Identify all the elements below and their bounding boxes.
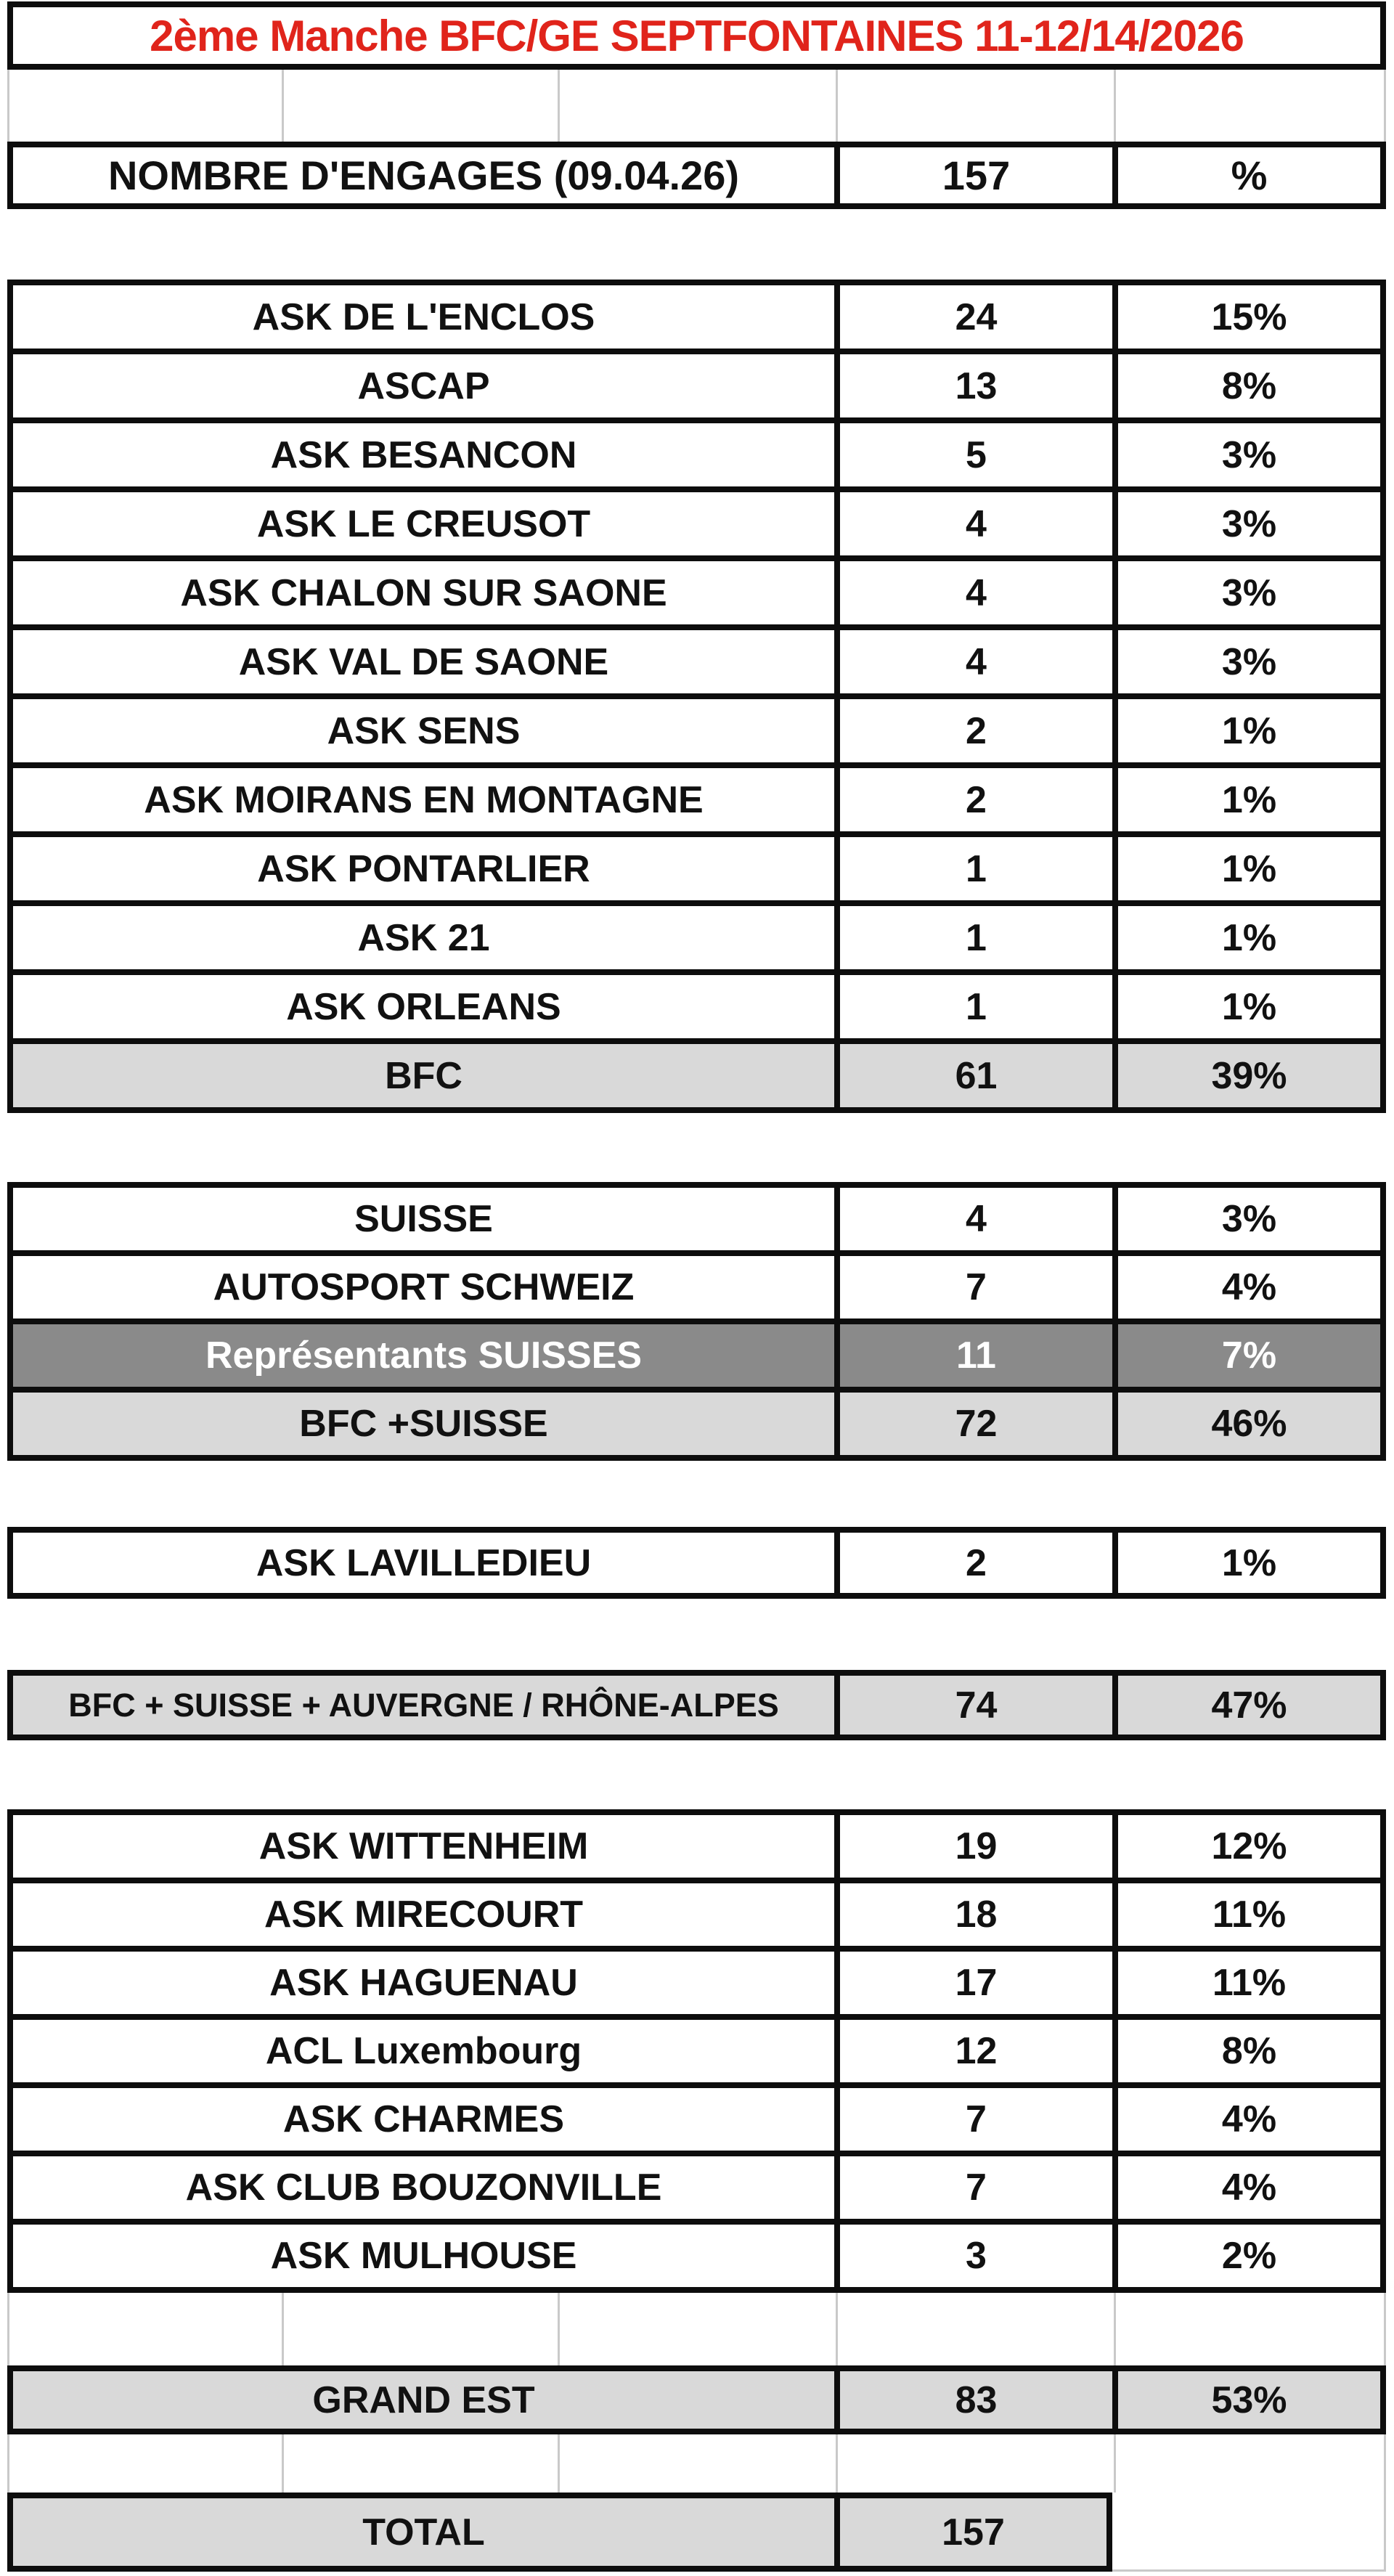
percent-cell: 7% (1112, 1324, 1380, 1387)
club-label-cell: ASK MOIRANS EN MONTAGNE (144, 778, 704, 821)
spreadsheet-gridline (1114, 2434, 1116, 2493)
spreadsheet-gridline (836, 70, 838, 142)
percent-cell: 8% (1112, 2020, 1380, 2082)
table-row (7, 555, 1386, 630)
club-label-cell: ASK CLUB BOUZONVILLE (185, 2167, 662, 2209)
table-row (7, 1946, 1386, 2020)
empty-grid-row-before-total (7, 2434, 1386, 2493)
header-label-cell: NOMBRE D'ENGAGES (09.04.26) (107, 152, 740, 198)
count-cell: 2 (834, 699, 1112, 762)
spreadsheet-gridline (1384, 70, 1386, 142)
empty-grid-row-top (7, 70, 1386, 142)
table-row (7, 624, 1386, 699)
table-row (7, 2151, 1386, 2225)
percent-cell: 3% (1112, 423, 1380, 486)
spreadsheet-gridline (558, 2434, 560, 2493)
count-cell: 4 (834, 1188, 1112, 1250)
percent-cell: 3% (1112, 1188, 1380, 1250)
count-cell: 7 (834, 2088, 1112, 2151)
header-count-cell: 157 (834, 147, 1112, 203)
club-label-cell: ASK ORLEANS (286, 985, 561, 1028)
table-row (7, 1038, 1386, 1113)
spreadsheet-gridline (1384, 2293, 1386, 2365)
count-cell: 83 (834, 2371, 1112, 2429)
percent-cell: 4% (1112, 1256, 1380, 1318)
table-row (7, 1809, 1386, 1883)
table-row (7, 349, 1386, 423)
club-label-cell: BFC +SUISSE (299, 1403, 548, 1445)
count-cell: 19 (834, 1815, 1112, 1878)
count-cell: 157 (834, 2498, 1106, 2566)
count-cell: 24 (834, 285, 1112, 349)
table-row (7, 2082, 1386, 2156)
percent-cell: 2% (1112, 2225, 1380, 2287)
count-cell: 13 (834, 354, 1112, 417)
table-row (7, 2219, 1386, 2293)
table-row (7, 280, 1386, 354)
percent-cell: 46% (1112, 1393, 1380, 1455)
table-row (7, 1670, 1386, 1740)
table-bfc-clubs (7, 280, 1386, 1113)
table-row (7, 1878, 1386, 1952)
total-row-empty-percent-cell (1112, 2493, 1386, 2572)
club-label-cell: ASK MIRECOURT (264, 1894, 584, 1936)
table-row (7, 693, 1386, 768)
club-label-cell: BFC (385, 1054, 462, 1097)
spreadsheet-gridline (282, 70, 284, 142)
percent-cell: 3% (1112, 492, 1380, 555)
percent-cell: 8% (1112, 354, 1380, 417)
count-cell: 72 (834, 1393, 1112, 1455)
percent-cell: 11% (1112, 1883, 1380, 1946)
club-label-cell: ASK MULHOUSE (270, 2235, 577, 2277)
table-row (7, 2014, 1386, 2088)
table-suisse (7, 1182, 1386, 1461)
table-row (7, 417, 1386, 492)
count-cell: 12 (834, 2020, 1112, 2082)
club-label-cell: ASK LE CREUSOT (256, 502, 591, 545)
table-bfc-suisse-auvergne (7, 1670, 1386, 1740)
table-row (7, 2493, 1112, 2572)
club-label-cell: ASK CHALON SUR SAONE (180, 571, 667, 614)
club-label-cell: BFC + SUISSE + AUVERGNE / RHÔNE-ALPES (68, 1686, 779, 1724)
header-table (7, 142, 1386, 209)
spreadsheet-gridline (1384, 2434, 1386, 2493)
spreadsheet-gridline (282, 2434, 284, 2493)
club-label-cell: ASK CHARMES (282, 2098, 565, 2140)
count-cell: 1 (834, 906, 1112, 969)
count-cell: 1 (834, 975, 1112, 1038)
count-cell: 5 (834, 423, 1112, 486)
club-label-cell: ASK HAGUENAU (269, 1962, 578, 2004)
count-cell: 4 (834, 492, 1112, 555)
table-row (7, 1182, 1386, 1256)
table-row (7, 831, 1386, 906)
spreadsheet-gridline (282, 2293, 284, 2365)
spreadsheet-gridline (7, 2434, 9, 2493)
percent-cell: 4% (1112, 2088, 1380, 2151)
spreadsheet-gridline (1114, 2293, 1116, 2365)
empty-grid-row-before-grand-est (7, 2293, 1386, 2365)
table-row (7, 1527, 1386, 1599)
count-cell: 2 (834, 1533, 1112, 1593)
club-label-cell: ASCAP (357, 364, 490, 407)
club-label-cell: ASK LAVILLEDIEU (256, 1541, 592, 1584)
percent-cell: 1% (1112, 906, 1380, 969)
club-label-cell: AUTOSPORT SCHWEIZ (213, 1266, 635, 1308)
club-label-cell: GRAND EST (312, 2379, 535, 2421)
club-label-cell: Représentants SUISSES (205, 1334, 643, 1377)
percent-cell: 47% (1112, 1676, 1380, 1735)
table-row (7, 1250, 1386, 1324)
table-row (7, 762, 1386, 837)
count-cell: 17 (834, 1952, 1112, 2014)
count-cell: 2 (834, 768, 1112, 831)
percent-cell: 1% (1112, 975, 1380, 1038)
percent-cell: 39% (1112, 1044, 1380, 1107)
percent-cell: 3% (1112, 630, 1380, 693)
percent-cell: 12% (1112, 1815, 1380, 1878)
table-grand-est-clubs (7, 1809, 1386, 2293)
header-row (7, 142, 1386, 209)
count-cell: 74 (834, 1676, 1112, 1735)
club-label-cell: ASK 21 (357, 916, 490, 959)
table-row (7, 1318, 1386, 1393)
club-label-cell: ASK WITTENHEIM (258, 1825, 589, 1867)
percent-cell: 4% (1112, 2156, 1380, 2219)
club-label-cell: ASK PONTARLIER (257, 847, 590, 890)
table-total (7, 2493, 1112, 2572)
count-cell: 3 (834, 2225, 1112, 2287)
spreadsheet-gridline (1114, 70, 1116, 142)
count-cell: 4 (834, 561, 1112, 624)
percent-cell: 1% (1112, 837, 1380, 900)
club-label-cell: ASK BESANCON (270, 433, 577, 476)
percent-cell: 11% (1112, 1952, 1380, 2014)
percent-cell: 53% (1112, 2371, 1380, 2429)
table-row (7, 1387, 1386, 1461)
percent-cell: 15% (1112, 285, 1380, 349)
percent-cell: 1% (1112, 768, 1380, 831)
table-row (7, 2365, 1386, 2434)
spreadsheet-gridline (836, 2293, 838, 2365)
count-cell: 7 (834, 1256, 1112, 1318)
spreadsheet-gridline (7, 2293, 9, 2365)
page-title: 2ème Manche BFC/GE SEPTFONTAINES 11-12/14/2026 (150, 11, 1244, 60)
table-lavilledieu (7, 1527, 1386, 1599)
spreadsheet-gridline (558, 70, 560, 142)
spreadsheet-gridline (836, 2434, 838, 2493)
club-label-cell: SUISSE (354, 1198, 493, 1240)
header-percent-cell: % (1112, 147, 1380, 203)
table-row (7, 486, 1386, 561)
table-row (7, 969, 1386, 1044)
count-cell: 7 (834, 2156, 1112, 2219)
count-cell: 4 (834, 630, 1112, 693)
spreadsheet-gridline (7, 70, 9, 142)
table-row (7, 900, 1386, 975)
percent-cell: 1% (1112, 699, 1380, 762)
table-grand-est-total (7, 2365, 1386, 2434)
spreadsheet-gridline (558, 2293, 560, 2365)
club-label-cell: ACL Luxembourg (265, 2030, 582, 2072)
club-label-cell: ASK SENS (327, 709, 521, 752)
percent-cell: 1% (1112, 1533, 1380, 1593)
club-label-cell: ASK VAL DE SAONE (238, 640, 609, 683)
title-box (7, 1, 1386, 70)
count-cell: 61 (834, 1044, 1112, 1107)
count-cell: 18 (834, 1883, 1112, 1946)
percent-cell: 3% (1112, 561, 1380, 624)
club-label-cell: ASK DE L'ENCLOS (252, 295, 595, 338)
club-label-cell: TOTAL (362, 2511, 485, 2553)
count-cell: 11 (834, 1324, 1112, 1387)
count-cell: 1 (834, 837, 1112, 900)
